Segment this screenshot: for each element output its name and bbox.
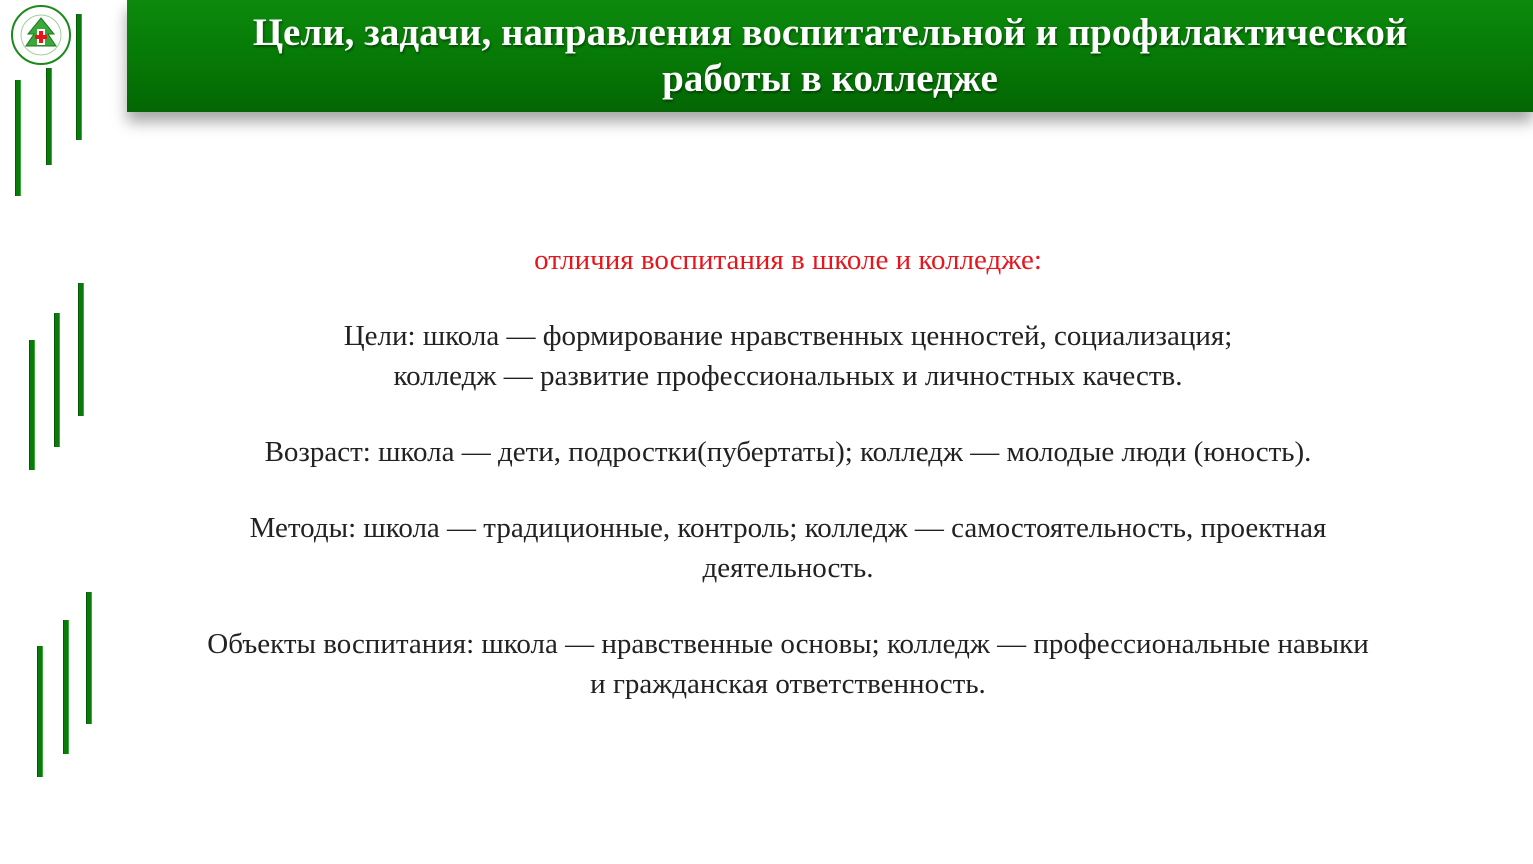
goals-paragraph: [130, 316, 1446, 396]
decor-bar: [86, 592, 92, 724]
decor-bar: [78, 283, 84, 416]
page-title-line-1: Цели, задачи, направления воспитательной и профилактической: [252, 11, 1408, 54]
decor-bar: [54, 313, 60, 447]
title-banner: [127, 0, 1533, 112]
objects-line-1: Объекты воспитания: школа — нравственные основы; колледж — профессиональные навыки: [207, 628, 1369, 660]
age-line-1: Возраст: школа — дети, подростки(пубертаты); колледж — молодые люди (юность).: [264, 436, 1312, 468]
decor-bar: [15, 80, 21, 196]
college-emblem-icon: [10, 4, 72, 66]
section-subtitle: отличия воспитания в школе и колледже:: [534, 244, 1042, 276]
decor-bar: [37, 646, 43, 777]
decor-bar: [63, 620, 69, 754]
page-title: [233, 10, 1428, 102]
methods-line-2: деятельность.: [702, 552, 874, 584]
decor-bar: [29, 340, 35, 470]
goals-line-1: Цели: школа — формирование нравственных ценностей, социализация;: [343, 320, 1233, 352]
goals-line-2: колледж — развитие профессиональных и личностных качеств.: [393, 360, 1183, 392]
methods-line-1: Методы: школа — традиционные, контроль; колледж — самостоятельность, проектная: [249, 512, 1327, 544]
decor-bar: [46, 68, 52, 165]
objects-line-2: и гражданская ответственность.: [590, 668, 986, 700]
methods-paragraph: [130, 508, 1446, 588]
age-paragraph: [130, 432, 1446, 472]
main-content: [130, 240, 1446, 740]
page-title-line-2: работы в колледже: [662, 57, 998, 100]
objects-paragraph: [130, 624, 1446, 704]
decor-bar: [76, 14, 82, 140]
college-logo-icon: [10, 4, 72, 66]
